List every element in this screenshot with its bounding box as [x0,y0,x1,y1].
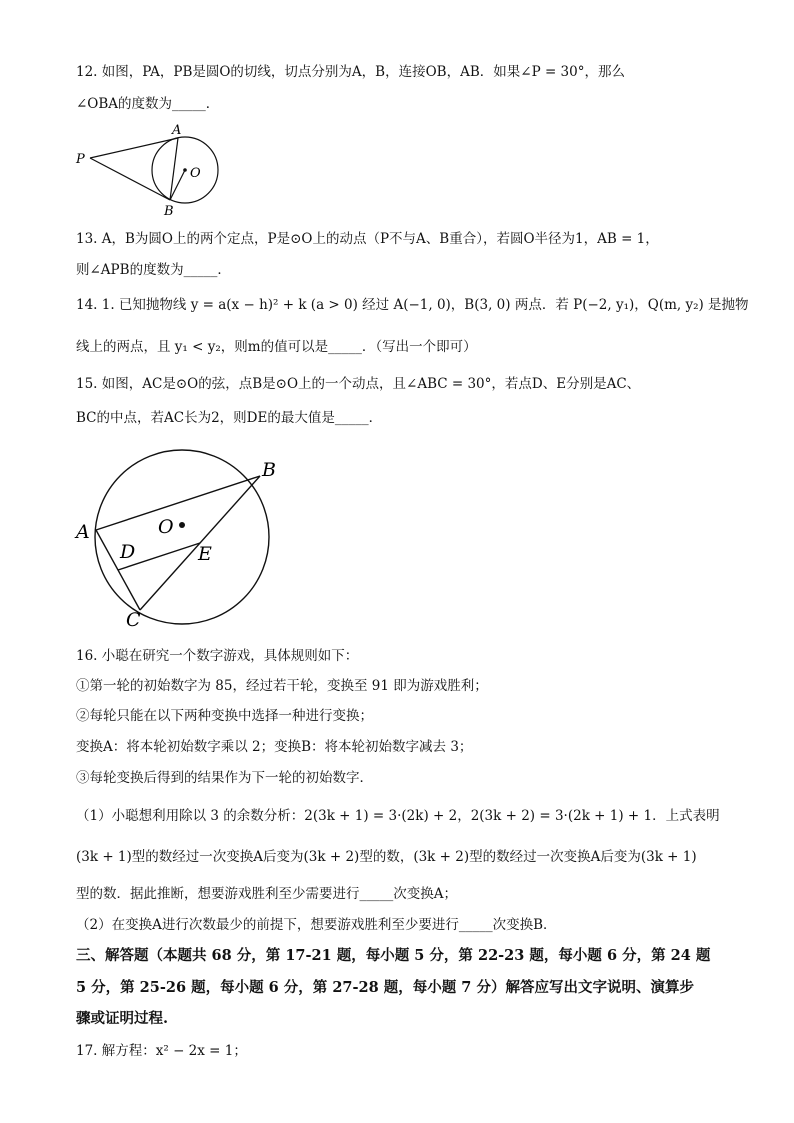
q16-line1: 16. 小聪在研究一个数字游戏，具体规则如下： [76,648,359,664]
q14-line2: 线上的两点，且 y₁ < y₂，则m的值可以是_____．（写出一个即可） [76,339,477,355]
q16-part1a: （1）小聪想利用除以 3 的余数分析：2(3k + 1) = 3·(2k) + 2，2(3k + 2) = 3·(2k + 1) + 1．上式表明 [76,808,720,824]
q12-figure [70,118,230,218]
q15-figure [72,448,292,631]
q16-part1c: 型的数．据此推断，想要游戏胜利至少需要进行_____次变换A； [76,886,457,902]
q15-line1: 15. 如图，AC是⊙O的弦，点B是⊙O上的一个动点，且∠ABC = 30°，若点D、E分别是AC、 [76,376,641,392]
q12-line1: 12. 如图，PA，PB是圆O的切线，切点分别为A，B，连接OB，AB．如果∠P = 30°，那么 [76,64,625,80]
q16-line5: ③每轮变换后得到的结果作为下一轮的初始数字． [76,770,373,786]
q16-line4: 变换A：将本轮初始数字乘以 2；变换B：将本轮初始数字减去 3； [76,739,473,755]
q12-label-P: P [76,152,85,167]
section3-line3: 骤或证明过程. [76,1010,169,1027]
q15-label-D: D [120,541,136,563]
q15-label-A: A [76,521,90,543]
q13-line2: 则∠APB的度数为_____． [76,262,231,278]
q15-line2: BC的中点，若AC长为2，则DE的最大值是_____． [76,410,383,426]
q15-label-E: E [198,543,212,565]
q17-line1: 17. 解方程：x² − 2x = 1； [76,1043,247,1059]
section3-line2: 5 分，第 25-26 题，每小题 6 分，第 27-28 题，每小题 7 分）解答应写出文字说明、演算步 [76,979,694,996]
q13-line1: 13. A，B为圆O上的两个定点，P是⊙O上的动点（P不与A、B重合），若圆O半径为1，AB = 1， [76,231,659,247]
q12-label-A: A [172,123,182,138]
q14-line1: 14. 1. 已知抛物线 y = a(x − h)² + k (a > 0) 经过 A(−1, 0)，B(3, 0) 两点．若 P(−2, y₁)，Q(m, y₂) 是抛物 [76,297,749,313]
q12-line2: ∠OBA的度数为_____． [76,96,220,112]
q16-line3: ②每轮只能在以下两种变换中选择一种进行变换； [76,708,373,724]
q12-label-B: B [164,204,174,219]
q15-label-B: B [262,459,276,481]
q12-label-O: O [190,166,201,181]
q16-part2: （2）在变换A进行次数最少的前提下，想要游戏胜利至少要进行_____次变换B． [76,917,557,933]
q15-label-O: O [158,516,174,538]
section3-line1: 三、解答题（本题共 68 分，第 17-21 题，每小题 5 分，第 22-23 题，每小题 6 分，第 24 题 [76,947,711,964]
q15-label-C: C [126,609,141,631]
q16-line2: ①第一轮的初始数字为 85，经过若干轮，变换至 91 即为游戏胜利； [76,678,488,694]
q16-part1b: (3k + 1)型的数经过一次变换A后变为(3k + 2)型的数，(3k + 2)型的数经过一次变换A后变为(3k + 1) [76,849,697,865]
